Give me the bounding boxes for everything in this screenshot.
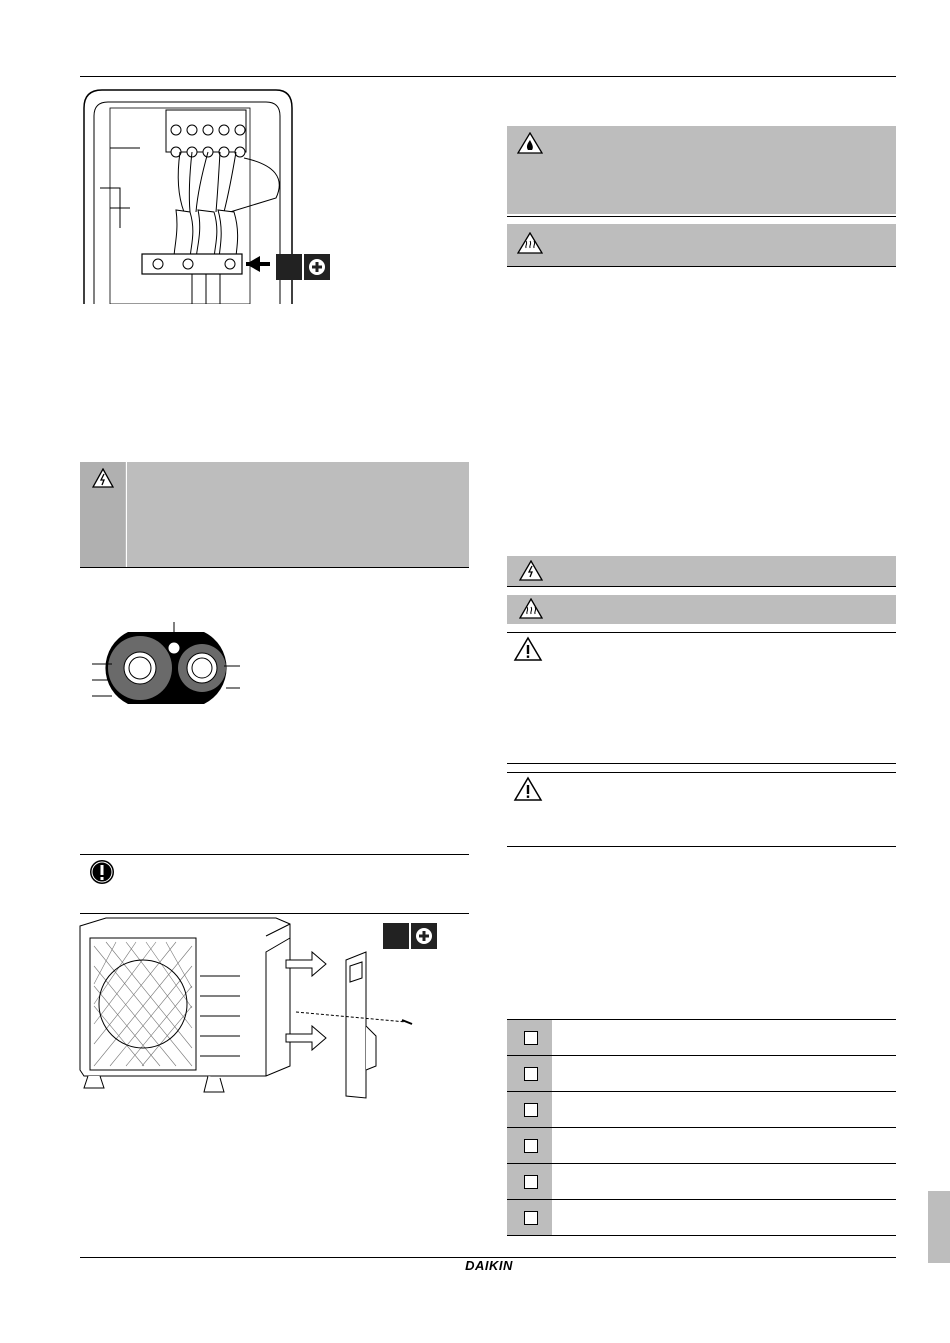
important-notice-bottom-rule: [80, 913, 469, 914]
flammable-warning-box: [507, 126, 896, 214]
flammable-warning-bottom-rule: [507, 216, 896, 217]
warning-left-bottom-rule: [80, 567, 469, 568]
flammable-refrigerant-icon: [517, 132, 543, 154]
electric-hazard-icon: [92, 468, 114, 488]
cable-cross-section-figure: [88, 618, 248, 708]
caution-2-top-rule: [507, 772, 896, 773]
checkbox-icon[interactable]: [524, 1103, 538, 1117]
caution-triangle-icon: [513, 776, 543, 802]
important-notice-top-rule: [80, 854, 469, 855]
checklist-row: [507, 1164, 896, 1200]
chapter-side-tab: [928, 1191, 950, 1263]
hot-surface-1-bottom-rule: [507, 266, 896, 267]
screwdriver-badge-top: [276, 254, 330, 280]
caution-2-bottom-rule: [507, 846, 896, 847]
daikin-logo: DAIKIN: [465, 1258, 513, 1273]
electric-warning-box-right: [507, 556, 896, 586]
checklist-row: [507, 1128, 896, 1164]
header-rule: [80, 76, 896, 77]
outdoor-unit-figure: [76, 916, 436, 1102]
hot-surface-icon: [519, 598, 543, 619]
checkbox-icon[interactable]: [524, 1031, 538, 1045]
hot-surface-box-1: [507, 224, 896, 266]
electric-warning-right-bottom-rule: [507, 586, 896, 587]
exclamation-circle-icon: [89, 859, 115, 885]
checklist-row: [507, 1020, 896, 1056]
hot-surface-icon: [517, 232, 543, 254]
checklist-row: [507, 1200, 896, 1236]
screwdriver-plus-icon: [411, 923, 437, 949]
electric-warning-box-left: [80, 462, 469, 567]
checkbox-icon[interactable]: [524, 1139, 538, 1153]
screwdriver-plus-icon: [304, 254, 330, 280]
checkbox-icon[interactable]: [524, 1211, 538, 1225]
electric-hazard-icon: [519, 560, 543, 581]
hot-surface-box-2: [507, 595, 896, 624]
checklist-row: [507, 1092, 896, 1128]
checkbox-icon[interactable]: [524, 1067, 538, 1081]
caution-1-top-rule: [507, 632, 896, 633]
checkbox-icon[interactable]: [524, 1175, 538, 1189]
checklist-row: [507, 1056, 896, 1092]
caution-triangle-icon: [513, 636, 543, 662]
screwdriver-badge-bottom: [383, 923, 437, 949]
caution-1-bottom-rule: [507, 763, 896, 764]
